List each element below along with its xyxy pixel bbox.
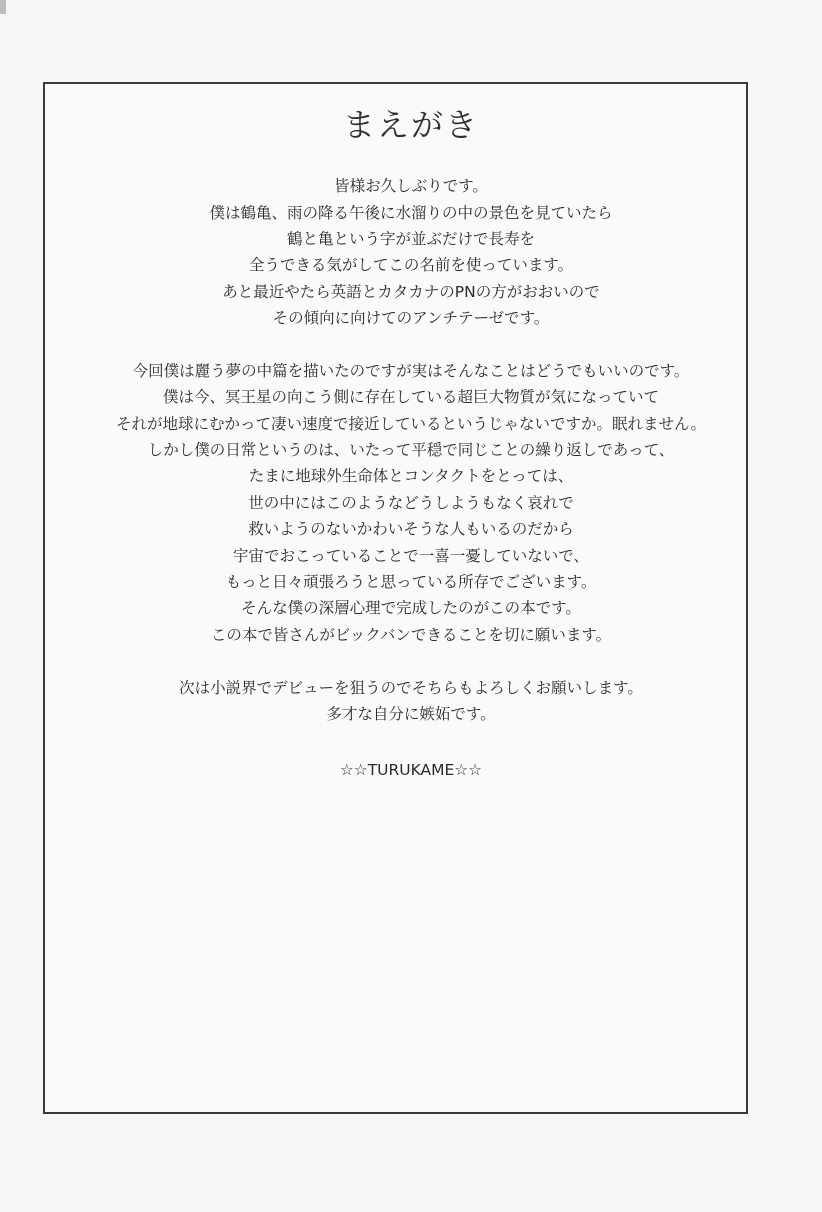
text-line: 皆様お久しぶりです。 [334, 177, 488, 195]
text-line: たまに地球外生命体とコンタクトをとっては、 [248, 467, 574, 485]
text-line: 世の中にはこのようなどうしようもなく哀れで [248, 494, 574, 512]
text-line: しかし僕の日常というのは、いたって平穏で同じことの繰り返しであって、 [147, 441, 675, 459]
text-line: 全うできる気がしてこの名前を使っています。 [248, 256, 574, 274]
text-line: 宇宙でおこっていることで一喜一憂していないで、 [233, 547, 589, 565]
text-line: そんな僕の深層心理で完成したのがこの本です。 [241, 599, 581, 617]
text-line: 今回僕は麗う夢の中篇を描いたのですが実はそんなことはどうでもいいのです。 [132, 362, 690, 380]
text-line: この本で皆さんがビックバンできることを切に願います。 [210, 626, 612, 644]
text-line: その傾向に向けてのアンチテーゼです。 [272, 309, 550, 327]
author-signature: ☆☆TURUKAME☆☆ [339, 761, 483, 779]
text-line: 多才な自分に嫉妬です。 [326, 705, 496, 723]
text-line: 僕は鶴亀、雨の降る午後に水溜りの中の景色を見ていたら [209, 204, 613, 222]
text-line: あと最近やたら英語とカタカナのPNの方がおおいので [222, 283, 600, 301]
text-line: 僕は今、冥王星の向こう側に存在している超巨大物質が気になっていて [162, 388, 659, 406]
text-line: 鶴と亀という字が並ぶだけで長寿を [286, 230, 535, 248]
text-line: 次は小説界でデビューを狙うのでそちらもよろしくお願いします。 [179, 679, 643, 697]
text-line: それが地球にむかって凄い速度で接近しているというじゃないですか。眠れません。 [116, 415, 706, 433]
text-line: もっと日々頑張ろうと思っている所存でございます。 [225, 573, 597, 591]
scan-edge-mark [0, 0, 6, 14]
text-line: 救いようのないかわいそうな人もいるのだから [248, 520, 574, 538]
page-title: まえがき [342, 106, 479, 144]
